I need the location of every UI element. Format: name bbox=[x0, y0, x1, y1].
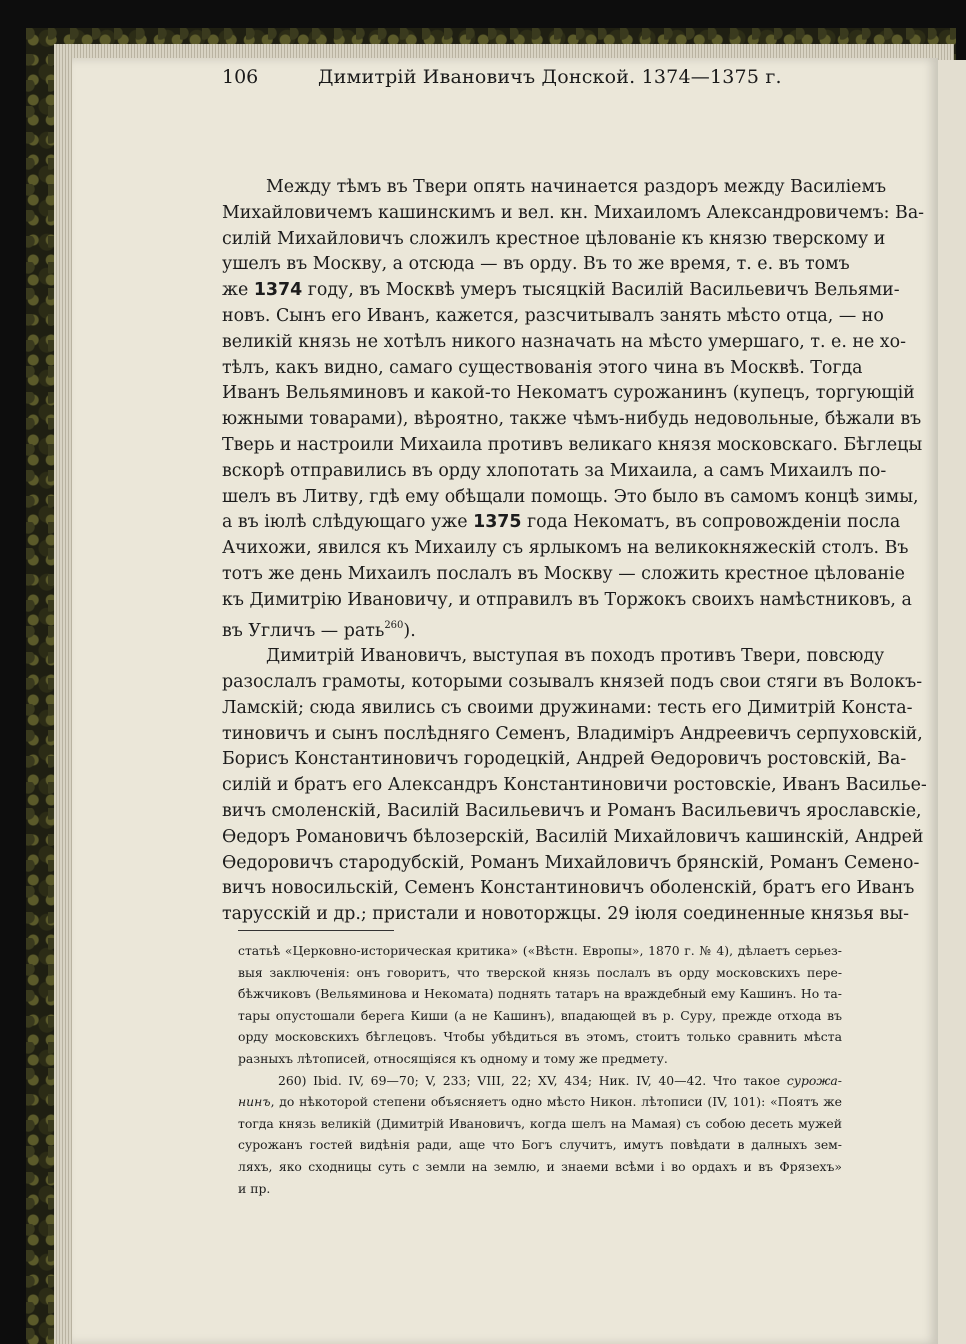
text-line: Ламскій; сюда явились съ своими дружинами: тесть его Димитрій Конста- bbox=[222, 697, 913, 718]
bold-year: 1374 bbox=[253, 280, 303, 301]
text-line: ушелъ въ Москву, а отсюда — въ орду. Въ то же время, т. е. въ томъ bbox=[222, 254, 850, 275]
text-line: къ Димитрію Ивановичу, и отправилъ въ Торжокъ своихъ намѣстниковъ, а bbox=[222, 589, 912, 610]
text-line: тары опустошали берега Киши (а не Кашинъ), впадающей въ р. Суру, прежде отхода въ bbox=[238, 1007, 842, 1023]
paragraph-2 bbox=[222, 644, 927, 928]
footnotes bbox=[238, 940, 842, 1199]
next-page-edge bbox=[934, 60, 966, 1344]
text-line: тогда князь великій (Димитрій Ивановичъ, когда шелъ на Мамая) съ собою десеть мужей bbox=[238, 1115, 842, 1131]
text-line: и пр. bbox=[238, 1180, 271, 1196]
text-line: южными товарами), вѣроятно, также чѣмъ-нибудь недовольные, бѣжали въ bbox=[222, 409, 922, 430]
text-segment: же bbox=[222, 280, 254, 301]
text-line: выя заключенія: онъ говоритъ, что тверской князь послалъ въ орду московскихъ пере- bbox=[238, 964, 842, 980]
bold-year: 1375 bbox=[473, 512, 522, 533]
text-line: Между тѣмъ въ Твери опять начинается раздоръ между Василіемъ bbox=[266, 177, 887, 197]
text-line: Иванъ Вельяминовъ и какой-то Некоматъ сурожанинъ (купецъ, торгующій bbox=[222, 383, 915, 404]
running-title: Димитрій Ивановичъ Донской. 1374—1375 г. bbox=[318, 66, 782, 88]
text-line: Михайловичемъ кашинскимъ и вел. кн. Михаиломъ Александровичемъ: Ва- bbox=[222, 202, 925, 223]
text-line: ляхъ, яко сходницы суть с земли на землю, и знаеми всѣми і во ордахъ и въ Фрязехъ» bbox=[238, 1158, 842, 1174]
text-line: силій Михайловичъ сложилъ крестное цѣлованіе къ князю тверскому и bbox=[222, 228, 886, 249]
text-segment: году, въ Москвѣ умеръ тысяцкій Василій Васильевичъ Вельями- bbox=[302, 280, 900, 301]
text-segment: а въ іюлѣ слѣдующаго уже bbox=[222, 512, 474, 533]
text-segment: въ Угличъ — рать bbox=[222, 620, 385, 641]
main-text bbox=[222, 175, 927, 928]
paragraph-1 bbox=[222, 175, 925, 644]
text-line bbox=[238, 1070, 842, 1092]
running-head bbox=[222, 66, 842, 96]
text-line: шелъ въ Литву, гдѣ ему обѣщали помощь. Это было въ самомъ концѣ зимы, bbox=[222, 486, 919, 507]
text-line: разныхъ лѣтописей, относящіяся къ одному и тому же предмету. bbox=[238, 1050, 668, 1066]
text-line: вичъ новосильскій, Семенъ Константиновичъ оболенскій, братъ его Иванъ bbox=[222, 878, 915, 899]
text-line: бѣжчиковъ (Вельяминова и Некомата) поднять татаръ на враждебный ему Кашинъ. Но та- bbox=[238, 986, 842, 1002]
text-line bbox=[222, 510, 901, 536]
text-segment: ). bbox=[403, 620, 416, 641]
text-line: Ѳедоръ Романовичъ бѣлозерскій, Василій Михайловичъ кашинскій, Андрей bbox=[222, 826, 924, 847]
text-line: орду московскихъ бѣглецовъ. Чтобы убѣдиться въ этомъ, стоитъ только сравнить мѣста bbox=[238, 1029, 842, 1045]
text-line: тотъ же день Михаилъ послалъ въ Москву — сложить крестное цѣлованіе bbox=[222, 563, 905, 584]
text-line: новъ. Сынъ его Иванъ, кажется, разсчитывалъ занять мѣсто отца, — но bbox=[222, 305, 884, 326]
text-line: тиновичъ и сынъ послѣдняго Семенъ, Владиміръ Андреевичъ серпуховскій, bbox=[222, 723, 923, 744]
text-segment: года Некоматъ, въ сопровожденіи посла bbox=[521, 512, 901, 533]
text-line: великій князь не хотѣлъ никого назначать на мѣсто умершаго, т. е. не хо- bbox=[222, 331, 906, 352]
footnote-rule bbox=[238, 930, 394, 931]
text-segment: 260) Ibid. IV, 69—70; V, 233; VIII, 22; XV, 434; Ник. IV, 40—42. Что такое bbox=[278, 1072, 787, 1088]
text-line: Тверь и настроили Михаила противъ великаго князя московскаго. Бѣглецы bbox=[222, 434, 923, 455]
text-line: сурожанъ гостей видѣнія ради, аще что Богъ случитъ, имутъ повѣдати в далныхъ зем- bbox=[238, 1137, 842, 1153]
text-line: вскорѣ отправились въ орду хлопотать за Михаила, а самъ Михаилъ по- bbox=[222, 460, 887, 481]
text-line: силій и братъ его Александръ Константиновичи ростовскіе, Иванъ Василье- bbox=[222, 775, 927, 796]
text-line: тѣлъ, какъ видно, самаго существованія этого чина въ Москвѣ. Тогда bbox=[222, 357, 863, 378]
italic-term: сурожа- bbox=[786, 1072, 842, 1088]
text-line: разослалъ грамоты, которыми созывалъ князей подъ свои стяги въ Волокъ- bbox=[222, 671, 923, 692]
text-line: Димитрій Ивановичъ, выступая въ походъ противъ Твери, повсюду bbox=[266, 646, 885, 667]
text-line: статьѣ «Церковно-историческая критика» («Вѣстн. Европы», 1870 г. № 4), дѣлаетъ серьез- bbox=[238, 943, 842, 958]
text-line bbox=[238, 1091, 842, 1113]
book-page bbox=[72, 58, 938, 1344]
text-line: тарусскій и др.; пристали и новоторжцы. 29 іюля соединенные князья вы- bbox=[222, 904, 910, 925]
text-line bbox=[222, 278, 900, 304]
footnote-continuation bbox=[238, 940, 842, 1070]
italic-term: нинъ bbox=[238, 1094, 271, 1110]
text-line: Борисъ Константиновичъ городецкій, Андрей Ѳедоровичъ ростовскій, Ва- bbox=[222, 749, 907, 770]
text-line bbox=[222, 614, 842, 645]
page-number: 106 bbox=[222, 66, 259, 88]
text-line: Ѳедоровичъ стародубскій, Романъ Михайловичъ брянскій, Романъ Семено- bbox=[222, 852, 920, 873]
footnote-ref: 260 bbox=[384, 620, 404, 632]
text-segment: , до нѣкоторой степени объясняетъ одно мѣсто Никон. лѣтописи (IV, 101): «Поятъ же bbox=[270, 1094, 842, 1110]
text-line: вичъ смоленскій, Василій Васильевичъ и Романъ Васильевичъ ярославскіе, bbox=[222, 800, 922, 821]
text-line: Ачихожи, явился къ Михаилу съ ярлыкомъ на великокняжескій столъ. Въ bbox=[222, 538, 909, 559]
footnote-260 bbox=[238, 1070, 842, 1200]
